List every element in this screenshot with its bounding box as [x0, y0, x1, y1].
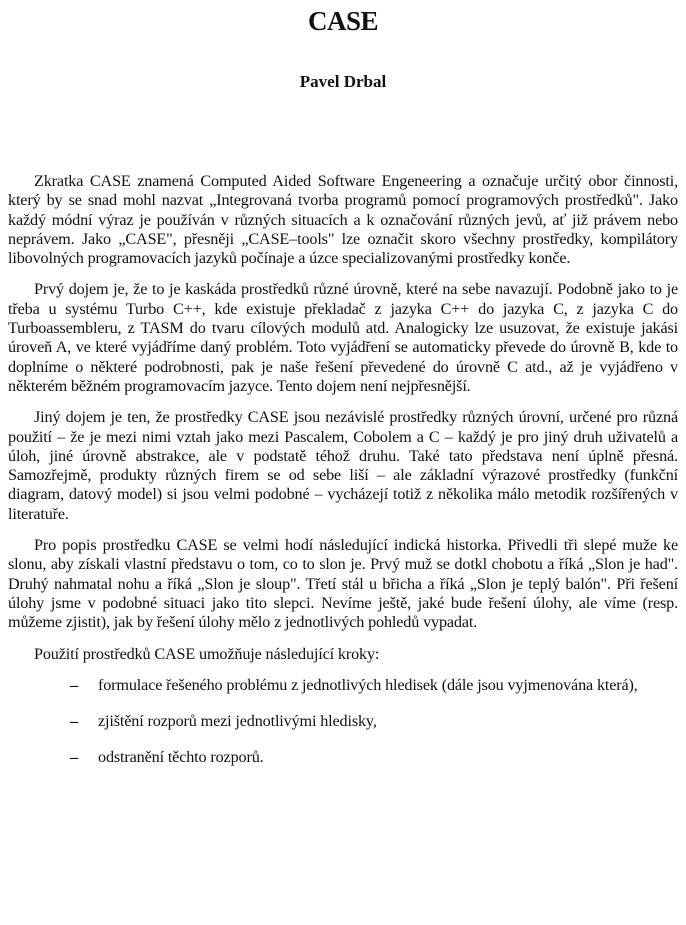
list-item: [8, 712, 678, 731]
steps-list: [8, 676, 678, 768]
list-dash: –: [70, 675, 78, 694]
document-title: CASE: [307, 6, 379, 36]
list-item: [8, 748, 678, 767]
list-item-text: formulace řešeného problému z jednotlivých hledisek (dále jsou vyjmenována která),: [98, 675, 638, 694]
list-item: [8, 676, 678, 695]
list-item-text: odstranění těchto rozporů.: [98, 748, 264, 767]
paragraph: Použití prostředků CASE umožňuje následující kroky:: [34, 644, 380, 663]
list-dash: –: [70, 748, 78, 767]
paragraph: Pro popis prostředku CASE se velmi hodí následující indická historka. Přivedli tři slepé muže ke slonu, aby získali vlastní představu o tom, co to slon je. Prvý muž se dotkl chobotu a říká „Slon je had". Druhý nahmatal nohu a říká „Slon je sloup". Třetí stál u břicha a říká „Slon je teplý balón". Při řešení úlohy jsme v podobné situaci jako tito slepci. Nevíme ještě, jaké bude řešení úlohy, ale víme (resp. můžeme zjistit), jak by řešení úlohy mělo z jednotlivých pohledů vypadat.: [8, 536, 678, 632]
paragraph: Jiný dojem je ten, že prostředky CASE jsou nezávislé prostředky různých úrovní, určené pro různá použití – že je mezi nimi vztah jako mezi Pascalem, Cobolem a C – každý je pro jiný druh uživatelů a úloh, jiné úrovně abstrakce, ale v podstatě téhož druhu. Také tato představa není úplně přesná. Samozřejmě, produkty různých firem se od sebe liší – ale základní výrazové prostředky (funkční diagram, datový model) si jsou velmi podobné – vycházejí totiž z několika málo metodik rozšířených v literatuře.: [8, 408, 678, 523]
list-item-text: zjištění rozporů mezi jednotlivými hledisky,: [98, 712, 377, 731]
list-dash: –: [70, 712, 78, 731]
paragraph: Prvý dojem je, že to je kaskáda prostředků různé úrovně, které na sebe navazují. Podobně jako to je třeba u systému Turbo C++, kde existuje překladač z jazyka C++ do jazyka C, z jazyka C do Turboassembleru, z TASM do tvaru cílových modulů atd. Analogicky lze usuzovat, že existuje jakási úroveň A, ve které vyjádříme daný problém. Toto vyjádření se automaticky převede do úrovně B, kde to doplníme o některé podrobnosti, pak je naše řešení převedené do úrovně C atd., až je vyjádřeno v některém běžném programovacím jazyce. Tento dojem není nejpřesnější.: [8, 280, 678, 395]
paragraph: Zkratka CASE znamená Computed Aided Software Engeneering a označuje určitý obor činnosti, který by se snad mohl nazvat „Integrovaná tvorba programů pomocí programových prostředků". Jako každý módní výraz je používán v různých situacích a k označování různých jevů, ať již právem nebo neprávem. Jako „CASE", přesněji „CASE–tools" lze označit skoro všechny prostředky, kompilátory libovolných programovacích jazyků počínaje a úzce specializovanými prostředky konče.: [8, 172, 678, 268]
author-name: Pavel Drbal: [299, 72, 387, 91]
article-body: [8, 172, 678, 785]
